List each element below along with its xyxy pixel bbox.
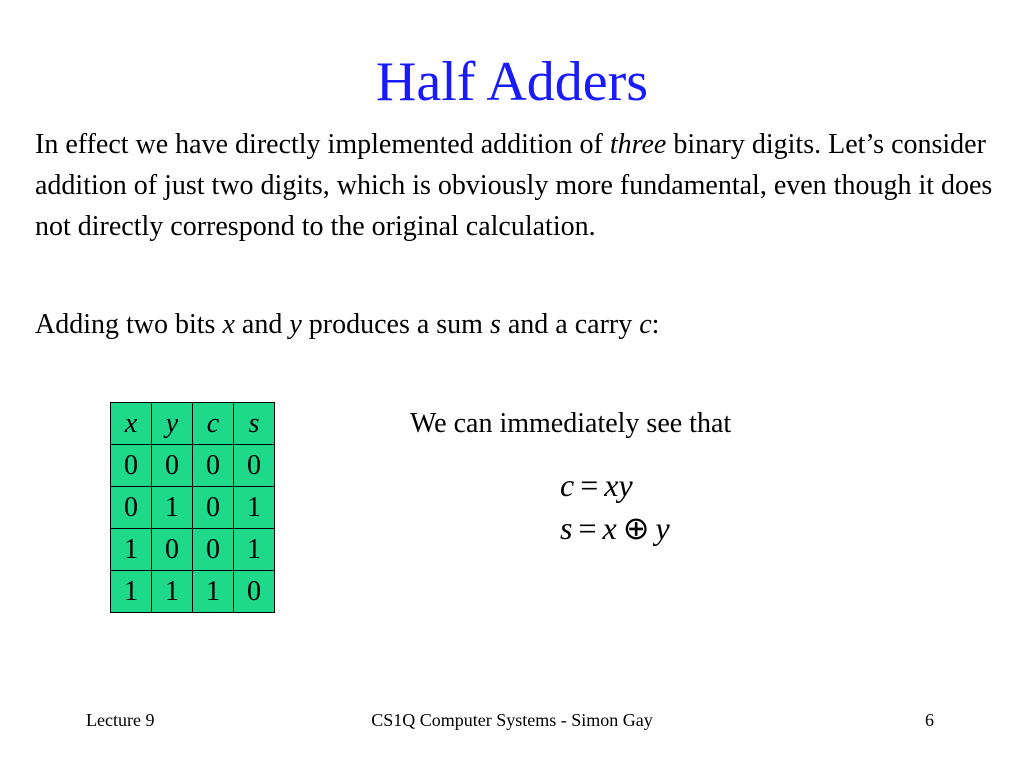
table-cell: 0 [234, 445, 275, 487]
eq1-rhs: xy [604, 467, 633, 503]
header-cell-c: c [193, 403, 234, 445]
eq1-lhs: c [560, 467, 575, 503]
table-cell: 0 [111, 487, 152, 529]
table-row [111, 445, 275, 487]
carry-equation [560, 465, 633, 505]
table-row [111, 487, 275, 529]
truth-table-header [111, 403, 275, 445]
eq2-rhs-x: x [602, 510, 617, 546]
table-cell: 1 [193, 571, 234, 613]
intro-emphasis: three [609, 129, 667, 160]
table-cell: 1 [111, 571, 152, 613]
table-cell: 0 [193, 529, 234, 571]
eq2-lhs: s [560, 510, 573, 546]
adding-text-d: and a carry [500, 309, 640, 340]
header-cell-s: s [234, 403, 275, 445]
table-row [111, 571, 275, 613]
table-cell: 0 [193, 487, 234, 529]
header-cell-y: y [152, 403, 193, 445]
table-cell: 0 [234, 571, 275, 613]
adding-paragraph [35, 304, 1005, 345]
sum-equation [560, 508, 670, 548]
header-cell-x: x [111, 403, 152, 445]
table-cell: 0 [111, 445, 152, 487]
adding-text-c: produces a sum [301, 309, 490, 340]
observation-text: We can immediately see that [410, 408, 732, 439]
var-y: y [289, 309, 302, 340]
table-cell: 0 [152, 445, 193, 487]
adding-text-e: : [651, 309, 660, 340]
xor-operator: ⊕ [622, 510, 650, 546]
eq1-equals: = [580, 467, 599, 503]
table-cell: 1 [152, 571, 193, 613]
intro-paragraph [35, 124, 1005, 247]
table-cell: 1 [234, 529, 275, 571]
table-cell: 1 [234, 487, 275, 529]
eq2-equals: = [578, 510, 597, 546]
var-s: s [489, 309, 501, 340]
intro-text-a: In effect we have directly implemented addition of [35, 129, 610, 160]
var-c: c [639, 309, 652, 340]
eq2-rhs-y: y [655, 510, 670, 546]
slide-title: Half Adders [375, 51, 649, 113]
table-cell: 1 [152, 487, 193, 529]
adding-text-b: and [234, 309, 290, 340]
intro-text-b: binary digits. Let’s consider addition of just two digits, which is obviously more fundamental, even though it does not directly correspond to the original calculation. [35, 129, 1000, 242]
table-cell: 0 [193, 445, 234, 487]
adding-text-a: Adding two bits [35, 309, 223, 340]
table-cell: 1 [111, 529, 152, 571]
table-cell: 0 [152, 529, 193, 571]
var-x: x [222, 309, 235, 340]
footer-page-number: 6 [925, 710, 934, 730]
footer-course: CS1Q Computer Systems - Simon Gay [371, 710, 653, 730]
table-row [111, 529, 275, 571]
footer-lecture: Lecture 9 [86, 710, 155, 730]
truth-table [110, 402, 275, 613]
